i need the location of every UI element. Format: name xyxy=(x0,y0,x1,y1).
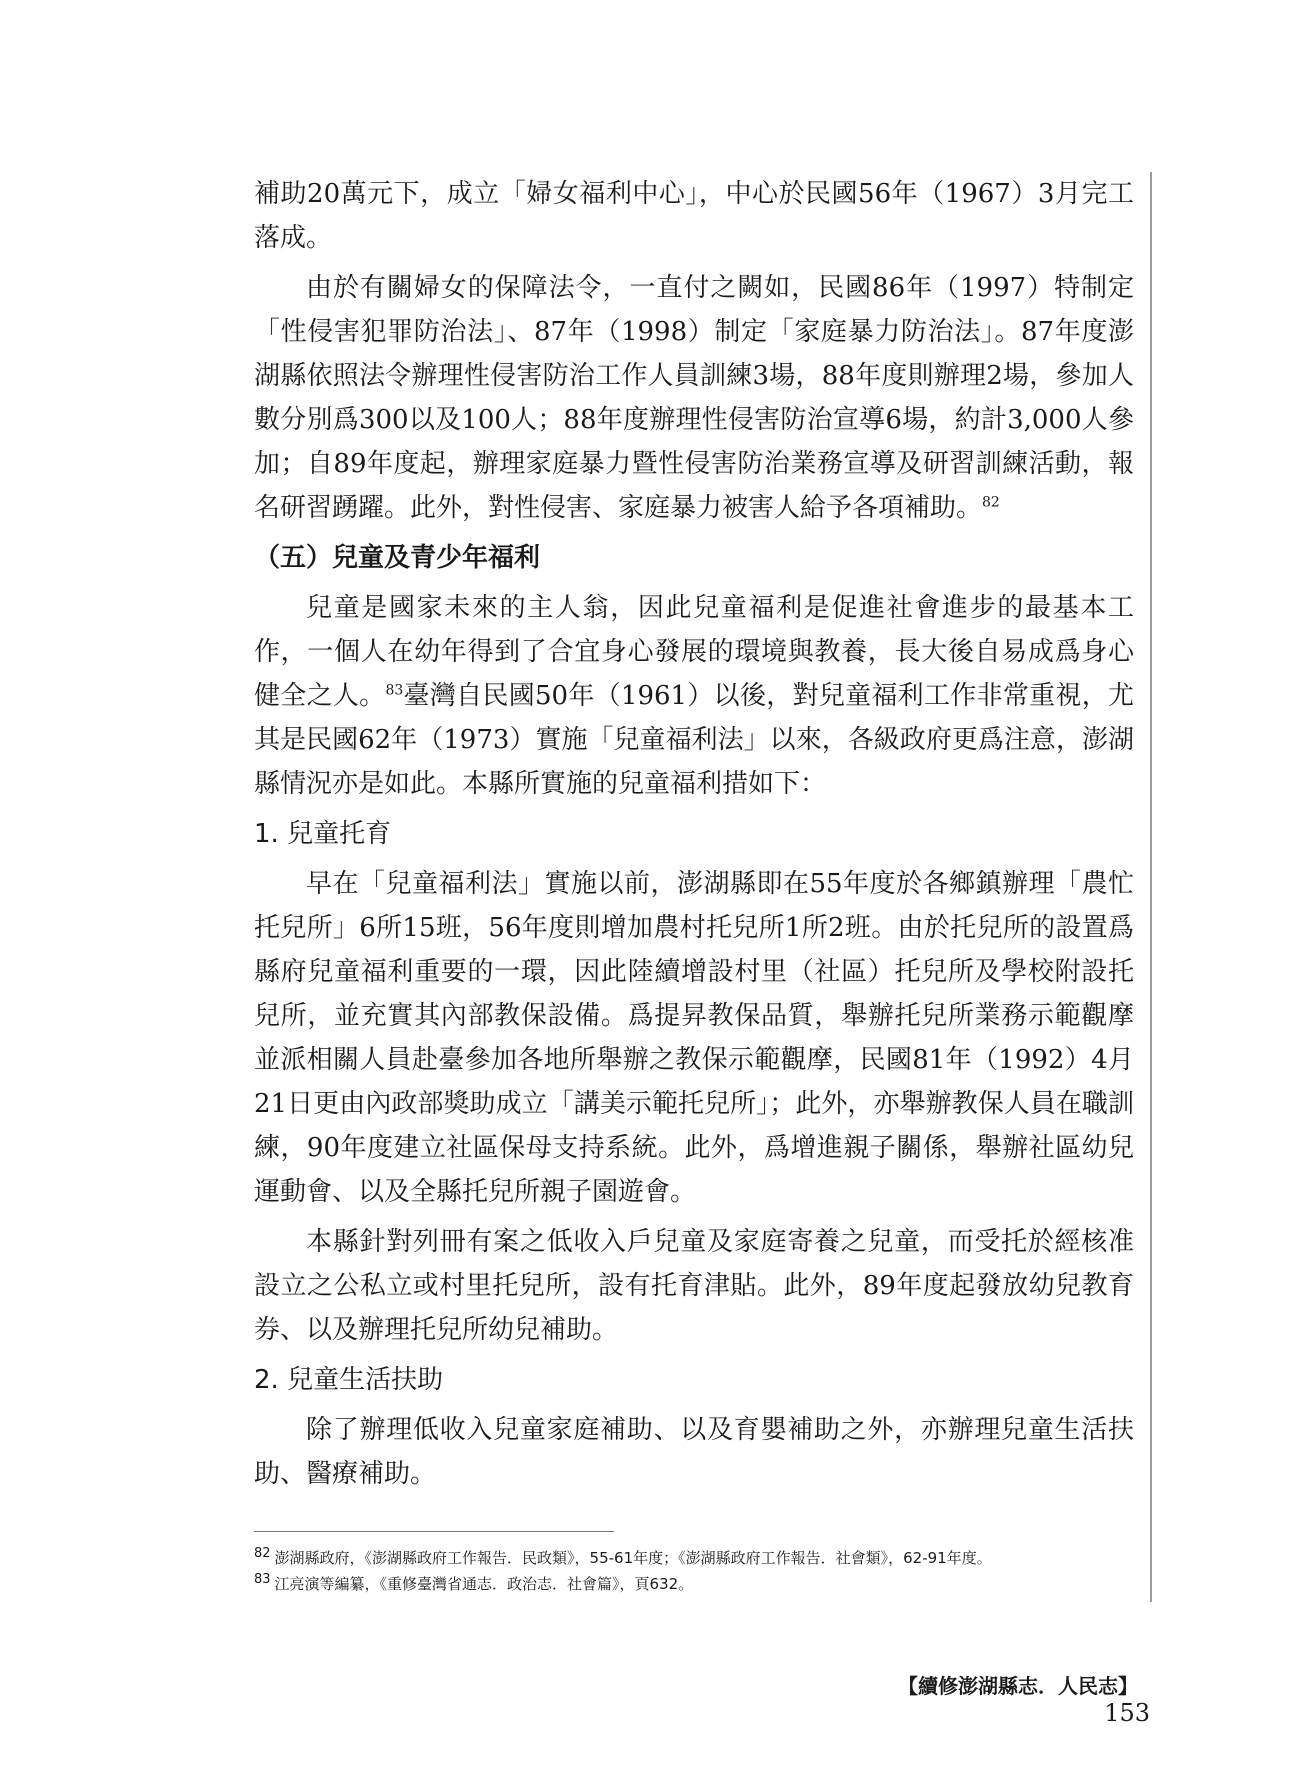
footnotes xyxy=(254,1545,1134,1597)
paragraph-3 xyxy=(254,586,1134,806)
paragraph-5: 本縣針對列冊有案之低收入戶兒童及家庭寄養之兒童，而受托於經核准設立之公私立或村里托兒所，設有托育津貼。此外，89年度起發放幼兒教育券、以及辦理托兒所幼兒補助。 xyxy=(254,1227,1134,1345)
page-number: 153 xyxy=(1104,1699,1150,1727)
footnote-text: 江亮演等編纂，《重修臺灣省通志．政治志．社會篇》，頁632。 xyxy=(274,1575,694,1593)
footnote-text: 澎湖縣政府，《澎湖縣政府工作報告．民政類》，55-61年度；《澎湖縣政府工作報告．社會類》，62-91年度。 xyxy=(274,1549,992,1567)
margin-rule xyxy=(1150,172,1152,1602)
paragraph-2-text: 由於有關婦女的保障法令，一直付之闕如，民國86年（1997）特制定「性侵害犯罪防治法」、87年（1998）制定「家庭暴力防治法」。87年度澎湖縣依照法令辦理性侵害防治工作人員訓練3場，88年度則辦理2場，參加人數分別爲300以及100人；88年度辦理性侵害防治宣導6場，約計3,000人參加；自89年度起，辦理家庭暴力暨性侵害防治業務宣導及研習訓練活動，報名研習踴躍。此外，對性侵害、家庭暴力被害人給予各項補助。 xyxy=(254,273,1134,523)
paragraph-4: 早在「兒童福利法」實施以前，澎湖縣即在55年度於各鄉鎮辦理「農忙托兒所」6所15班，56年度則增加農村托兒所1所2班。由於托兒所的設置爲縣府兒童福利重要的一環，因此陸續增設村里（社區）托兒所及學校附設托兒所，並充實其內部教保設備。爲提昇教保品質，舉辦托兒所業務示範觀摩並派相關人員赴臺參加各地所舉辦之教保示範觀摩，民國81年（1992）4月21日更由內政部獎助成立「講美示範托兒所」；此外，亦舉辦教保人員在職訓練，90年度建立社區保母支持系統。此外，爲增進親子關係，舉辦社區幼兒運動會、以及全縣托兒所親子園遊會。 xyxy=(254,869,1134,1207)
section-heading-5: （五）兒童及青少年福利 xyxy=(254,543,541,573)
paragraph-3a-text: 兒童是國家未來的主人翁，因此兒童福利是促進社會進步的最基本工作，一個人在幼年得到了合宜身心發展的環境與教養，長大後自易成爲身心健全之人。 xyxy=(254,593,1134,711)
footnote-83 xyxy=(254,1571,1134,1597)
footnote-ref-82[interactable]: 82 xyxy=(982,494,1000,511)
page-footer xyxy=(870,1670,1150,1727)
paragraph-2 xyxy=(254,266,1134,530)
footnote-number: 82 xyxy=(254,1546,271,1561)
paragraph-6: 除了辦理低收入兒童家庭補助、以及育嬰補助之外，亦辦理兒童生活扶助、醫療補助。 xyxy=(254,1415,1134,1489)
paragraph-3b-text: 臺灣自民國50年（1961）以後，對兒童福利工作非常重視，尤其是民國62年（1973）實施「兒童福利法」以來，各級政府更爲注意，澎湖縣情況亦是如此。本縣所實施的兒童福利措如下： xyxy=(254,681,1134,799)
subheading-1: 1. 兒童托育 xyxy=(254,819,392,849)
paragraph-1: 補助20萬元下，成立「婦女福利中心」，中心於民國56年（1967）3月完工落成。 xyxy=(254,179,1134,253)
footnote-82 xyxy=(254,1545,1134,1571)
footnote-number: 83 xyxy=(254,1572,271,1587)
main-text xyxy=(254,172,1134,1502)
running-title: 【續修澎湖縣志．人民志】 xyxy=(898,1674,1138,1698)
footnote-divider xyxy=(254,1531,614,1532)
subheading-2: 2. 兒童生活扶助 xyxy=(254,1365,444,1395)
footnote-ref-83[interactable]: 83 xyxy=(385,682,404,699)
